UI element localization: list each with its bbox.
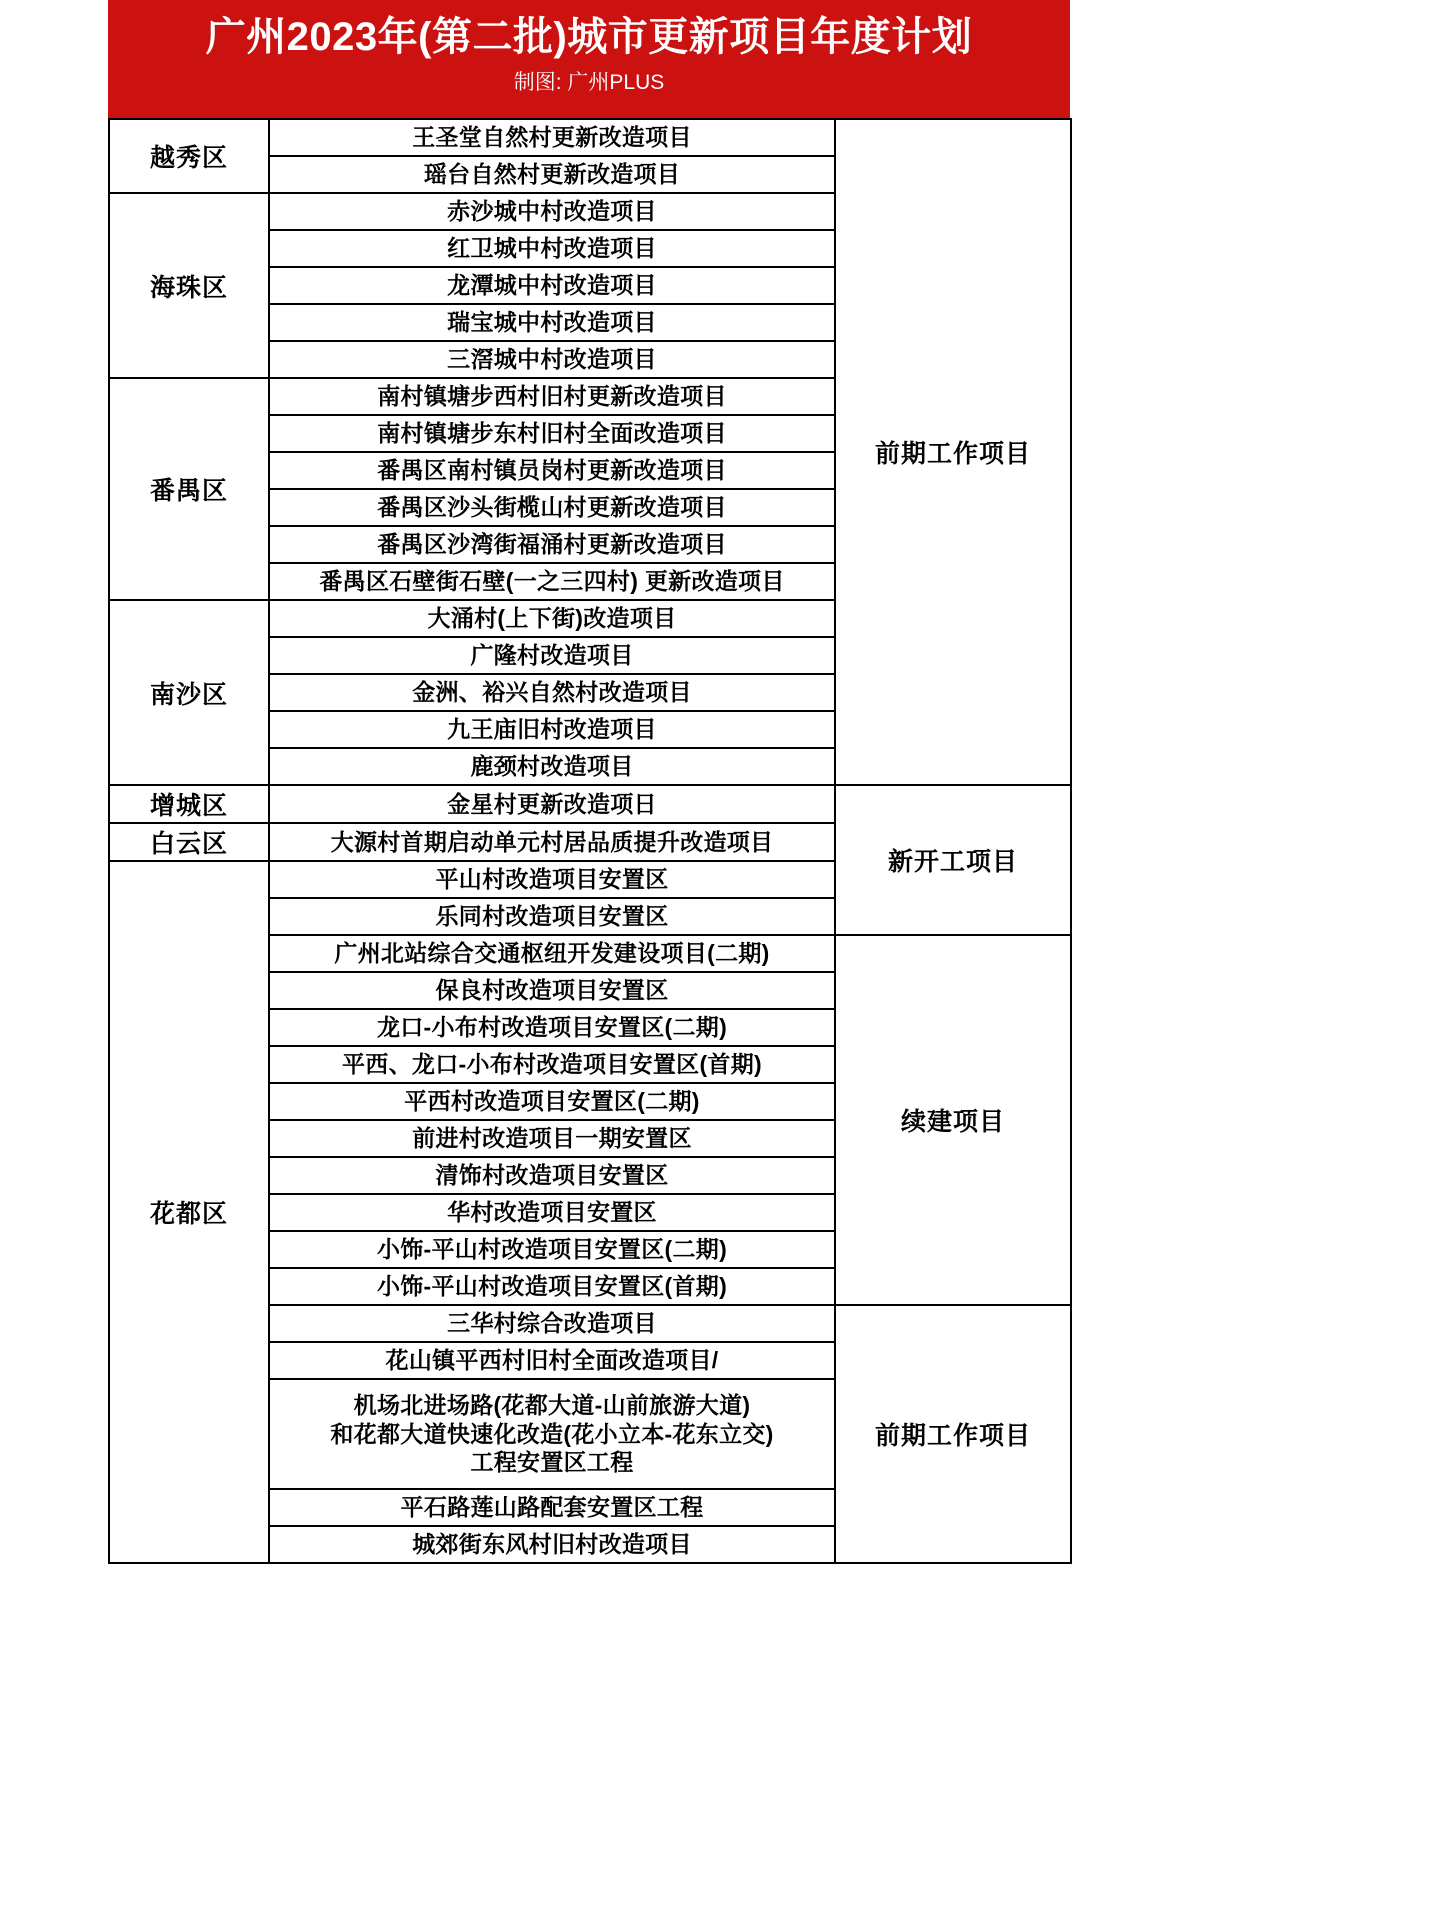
project-cell: 保良村改造项目安置区	[269, 972, 835, 1009]
project-cell: 乐同村改造项目安置区	[269, 898, 835, 935]
project-cell: 南村镇塘步东村旧村全面改造项目	[269, 415, 835, 452]
district-cell-huadu: 花都区	[109, 861, 269, 1563]
project-cell: 小饰-平山村改造项目安置区(二期)	[269, 1231, 835, 1268]
project-cell: 赤沙城中村改造项目	[269, 193, 835, 230]
project-cell: 番禺区南村镇员岗村更新改造项目	[269, 452, 835, 489]
project-cell: 花山镇平西村旧村全面改造项目/	[269, 1342, 835, 1379]
project-cell: 平西村改造项目安置区(二期)	[269, 1083, 835, 1120]
project-cell: 瑞宝城中村改造项目	[269, 304, 835, 341]
page-subtitle: 制图: 广州PLUS	[513, 71, 665, 94]
project-cell: 瑶台自然村更新改造项目	[269, 156, 835, 193]
district-cell-panyu: 番禺区	[109, 378, 269, 600]
category-cell-preliminary: 前期工作项目	[835, 119, 1071, 785]
project-cell: 金星村更新改造项日	[269, 785, 835, 823]
project-cell: 红卫城中村改造项目	[269, 230, 835, 267]
project-cell: 城郊街东风村旧村改造项目	[269, 1526, 835, 1563]
project-cell: 九王庙旧村改造项目	[269, 711, 835, 748]
project-cell: 广隆村改造项目	[269, 637, 835, 674]
project-cell: 平山村改造项目安置区	[269, 861, 835, 898]
plan-sheet	[108, 0, 1070, 1564]
district-cell-baiyun: 白云区	[109, 823, 269, 861]
project-cell: 广州北站综合交通枢纽开发建设项目(二期)	[269, 935, 835, 972]
project-cell: 龙口-小布村改造项目安置区(二期)	[269, 1009, 835, 1046]
project-cell: 南村镇塘步西村旧村更新改造项目	[269, 378, 835, 415]
project-cell: 龙潭城中村改造项目	[269, 267, 835, 304]
header-banner	[108, 0, 1070, 118]
category-cell-preliminary-2: 前期工作项目	[835, 1305, 1071, 1563]
table-row	[109, 785, 1071, 823]
urban-renewal-plan-table	[108, 118, 1072, 1564]
table-row	[109, 119, 1071, 156]
project-cell: 大涌村(上下街)改造项目	[269, 600, 835, 637]
district-cell-haizhu: 海珠区	[109, 193, 269, 378]
district-cell-nansha: 南沙区	[109, 600, 269, 785]
project-cell: 华村改造项目安置区	[269, 1194, 835, 1231]
district-cell-yuexiu: 越秀区	[109, 119, 269, 193]
page-title: 广州2023年(第二批)城市更新项目年度计划	[205, 15, 973, 59]
project-cell: 王圣堂自然村更新改造项目	[269, 119, 835, 156]
project-cell: 金洲、裕兴自然村改造项目	[269, 674, 835, 711]
project-cell-multiline: 机场北进场路(花都大道-山前旅游大道) 和花都大道快速化改造(花小立本-花东立交) 工程安置区工程	[269, 1379, 835, 1489]
category-cell-continuing: 续建项目	[835, 935, 1071, 1305]
project-cell: 平西、龙口-小布村改造项目安置区(首期)	[269, 1046, 835, 1083]
project-cell: 小饰-平山村改造项目安置区(首期)	[269, 1268, 835, 1305]
category-cell-newstart: 新开工项目	[835, 785, 1071, 935]
project-cell: 鹿颈村改造项目	[269, 748, 835, 785]
project-cell: 大源村首期启动单元村居品质提升改造项目	[269, 823, 835, 861]
project-cell: 番禺区沙头街榄山村更新改造项目	[269, 489, 835, 526]
project-cell: 番禺区石壁街石壁(一之三四村) 更新改造项目	[269, 563, 835, 600]
district-cell-zengcheng: 增城区	[109, 785, 269, 823]
project-cell: 平石路莲山路配套安置区工程	[269, 1489, 835, 1526]
project-cell: 清饰村改造项目安置区	[269, 1157, 835, 1194]
project-cell: 前进村改造项目一期安置区	[269, 1120, 835, 1157]
project-cell: 番禺区沙湾街福涌村更新改造项目	[269, 526, 835, 563]
project-cell: 三华村综合改造项目	[269, 1305, 835, 1342]
project-cell: 三滘城中村改造项目	[269, 341, 835, 378]
